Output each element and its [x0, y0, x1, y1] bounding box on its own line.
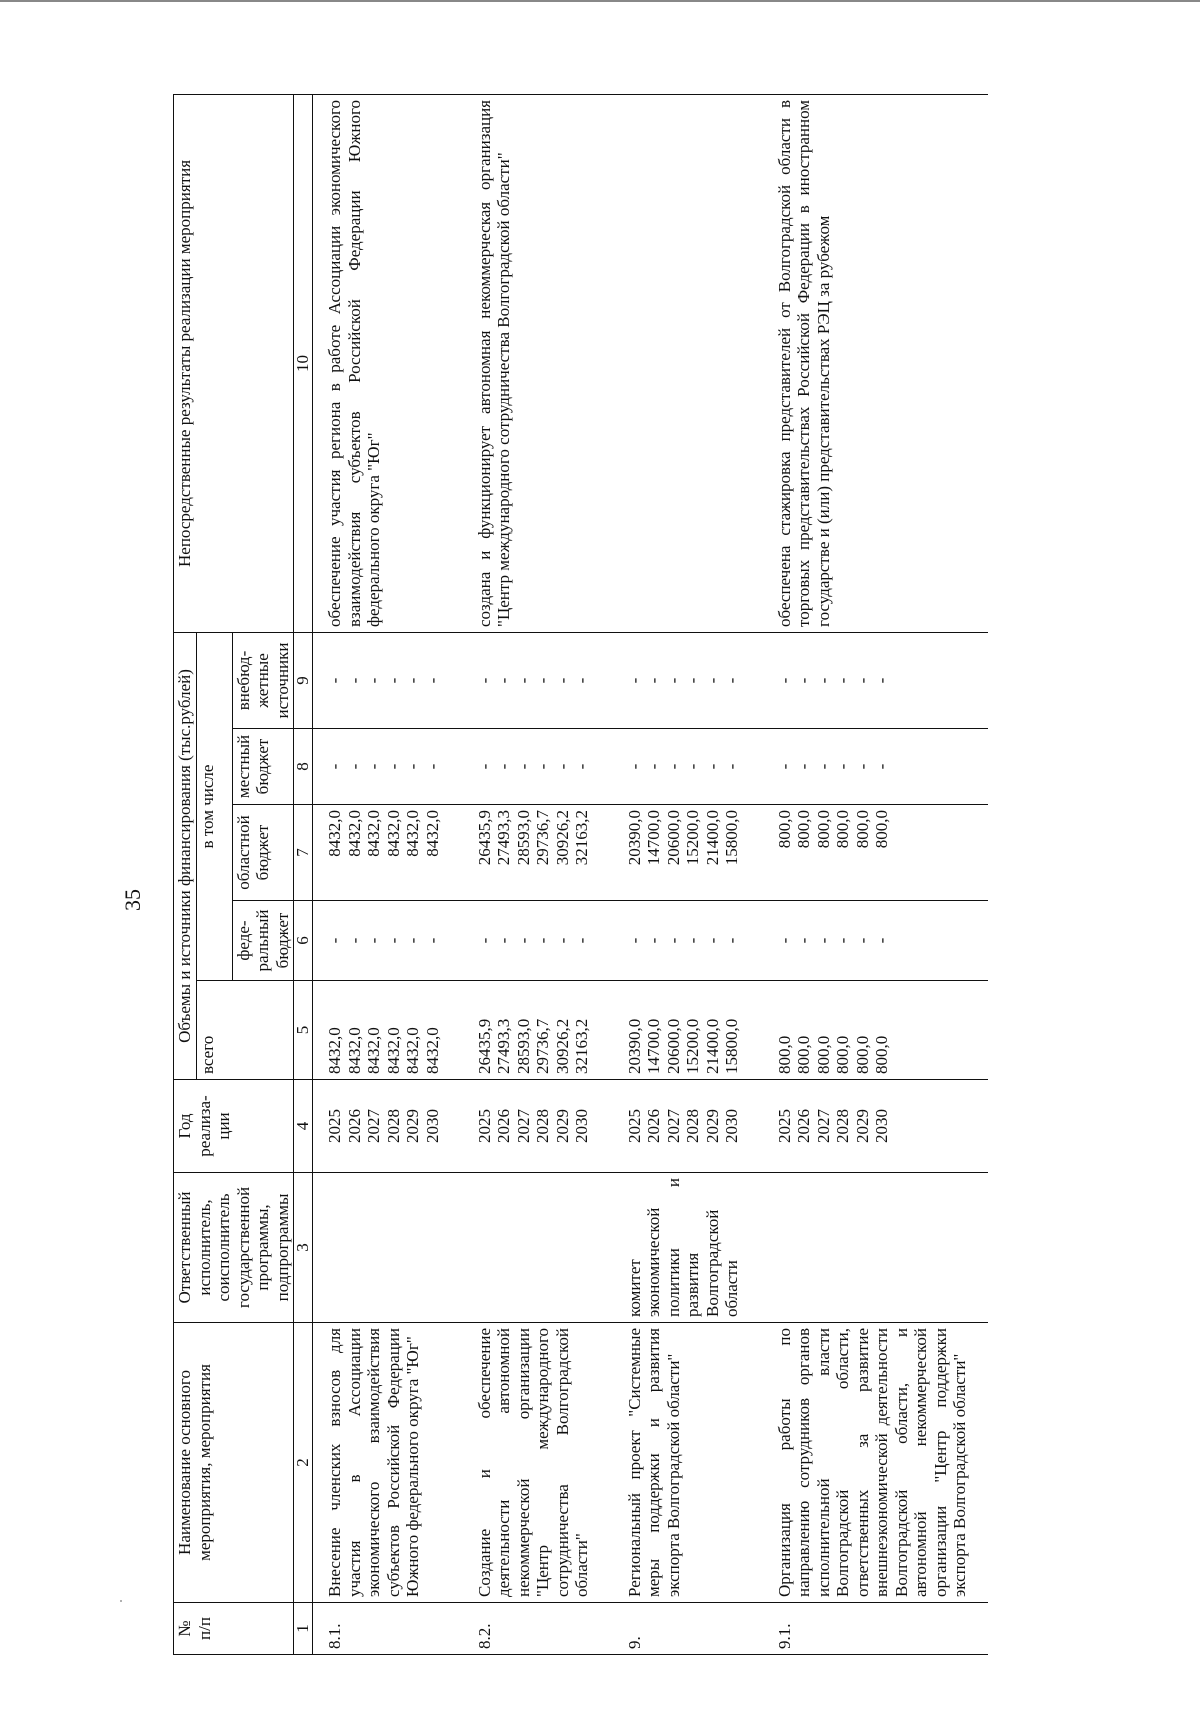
header-local: местный бюджет — [232, 729, 294, 805]
row-years: 2025 2026 2027 2028 2029 2030 — [613, 1080, 763, 1173]
row-extra: - - - - - - — [763, 632, 988, 728]
scan-top-border — [0, 0, 1200, 2]
row-years: 2025 2026 2027 2028 2029 2030 — [313, 1080, 463, 1173]
column-number: 3 — [294, 1173, 313, 1323]
row-federal: - - - - - - — [313, 901, 463, 981]
row-no: 8.1. — [313, 1603, 463, 1655]
row-extra: - - - - - - — [313, 632, 463, 728]
header-including: в том числе — [196, 632, 232, 980]
row-total: 20390,0 14700,0 20600,0 15200,0 21400,0 15800,0 — [613, 981, 763, 1080]
row-name: Организация работы по направлению сотрудников органов исполнительной власти Волгоградской области, ответственных за развитие внешнеэкономической деятельности Волгоградской области, и автономной некоммерческой организации "Центр поддержки экспорта Волгоградской области" — [763, 1323, 988, 1603]
row-no: 8.2. — [463, 1603, 613, 1655]
row-local: - - - - - - — [313, 729, 463, 805]
table-row — [763, 94, 988, 1654]
row-result — [613, 94, 763, 632]
row-regional: 800,0 800,0 800,0 800,0 800,0 800,0 — [763, 805, 988, 901]
row-regional: 8432,0 8432,0 8432,0 8432,0 8432,0 8432,0 — [313, 805, 463, 901]
column-number: 9 — [294, 632, 313, 728]
program-measures-table — [173, 94, 988, 1655]
table-row — [613, 94, 763, 1654]
column-number: 2 — [294, 1323, 313, 1603]
row-result: обеспечение участия региона в работе Ассоциации экономического взаимодействия субъектов Российской Федерации Южного федерального округа "Юг" — [313, 94, 463, 632]
row-no: 9.1. — [763, 1603, 988, 1655]
row-federal: - - - - - - — [463, 901, 613, 981]
header-year: Год реализа-ции — [174, 1080, 294, 1173]
row-result: обеспечена стажировка представителей от Волгоградской области в торговых представительствах Российской Федерации в иностранном государстве и (или) представительствах РЭЦ за рубежом — [763, 94, 988, 632]
row-name: Создание и обеспечение деятельности автономной некоммерческой организации "Центр международного сотрудничества Волгоградской области" — [463, 1323, 613, 1603]
row-years: 2025 2026 2027 2028 2029 2030 — [463, 1080, 613, 1173]
column-number: 1 — [294, 1603, 313, 1655]
header-extra: внебюд-жетные источники — [232, 632, 294, 728]
column-number: 4 — [294, 1080, 313, 1173]
row-responsible — [763, 1173, 988, 1323]
column-number: 8 — [294, 729, 313, 805]
row-responsible: комитет экономической политики и развития Волгоградской области — [613, 1173, 763, 1323]
scan-speck — [120, 1600, 122, 1602]
rotated-table-container — [173, 95, 1053, 1655]
row-local: - - - - - - — [613, 729, 763, 805]
column-number: 10 — [294, 94, 313, 632]
row-total: 8432,0 8432,0 8432,0 8432,0 8432,0 8432,0 — [313, 981, 463, 1080]
header-no: № п/п — [174, 1603, 294, 1655]
row-total: 800,0 800,0 800,0 800,0 800,0 800,0 — [763, 981, 988, 1080]
header-name: Наименование основного мероприятия, мероприятия — [174, 1323, 294, 1603]
header-total: всего — [196, 981, 294, 1080]
header-federal: феде-ральный бюджет — [232, 901, 294, 981]
column-number: 7 — [294, 805, 313, 901]
row-result: создана и функционирует автономная некоммерческая организация "Центр международного сотрудничества Волгоградской области" — [463, 94, 613, 632]
row-name: Региональный проект "Системные меры поддержки и развития экспорта Волгоградской области" — [613, 1323, 763, 1603]
row-responsible — [463, 1173, 613, 1323]
column-numbers-row — [294, 94, 313, 1654]
row-years: 2025 2026 2027 2028 2029 2030 — [763, 1080, 988, 1173]
row-local: - - - - - - — [463, 729, 613, 805]
row-extra: - - - - - - — [463, 632, 613, 728]
row-total: 26435,9 27493,3 28593,0 29736,7 30926,2 32163,2 — [463, 981, 613, 1080]
header-funding: Объемы и источники финансирования (тыс.рублей) — [174, 632, 197, 1079]
table-row — [313, 94, 463, 1654]
row-federal: - - - - - - — [763, 901, 988, 981]
column-number: 5 — [294, 981, 313, 1080]
column-number: 6 — [294, 901, 313, 981]
row-extra: - - - - - - — [613, 632, 763, 728]
header-regional: областной бюджет — [232, 805, 294, 901]
row-name: Внесение членских взносов для участия в Ассоциации экономического взаимодействия субъектов Российской Федерации Южного федерального округа "Юг" — [313, 1323, 463, 1603]
row-regional: 20390,0 14700,0 20600,0 15200,0 21400,0 15800,0 — [613, 805, 763, 901]
row-federal: - - - - - - — [613, 901, 763, 981]
header-results: Непосредственные результаты реализации мероприятия — [174, 94, 294, 632]
row-responsible — [313, 1173, 463, 1323]
row-regional: 26435,9 27493,3 28593,0 29736,7 30926,2 32163,2 — [463, 805, 613, 901]
row-no: 9. — [613, 1603, 763, 1655]
row-local: - - - - - - — [763, 729, 988, 805]
header-responsible: Ответственный исполнитель, соисполнитель государственной программы, подпрограммы — [174, 1173, 294, 1323]
page-number: 35 — [120, 889, 145, 911]
table-row — [463, 94, 613, 1654]
